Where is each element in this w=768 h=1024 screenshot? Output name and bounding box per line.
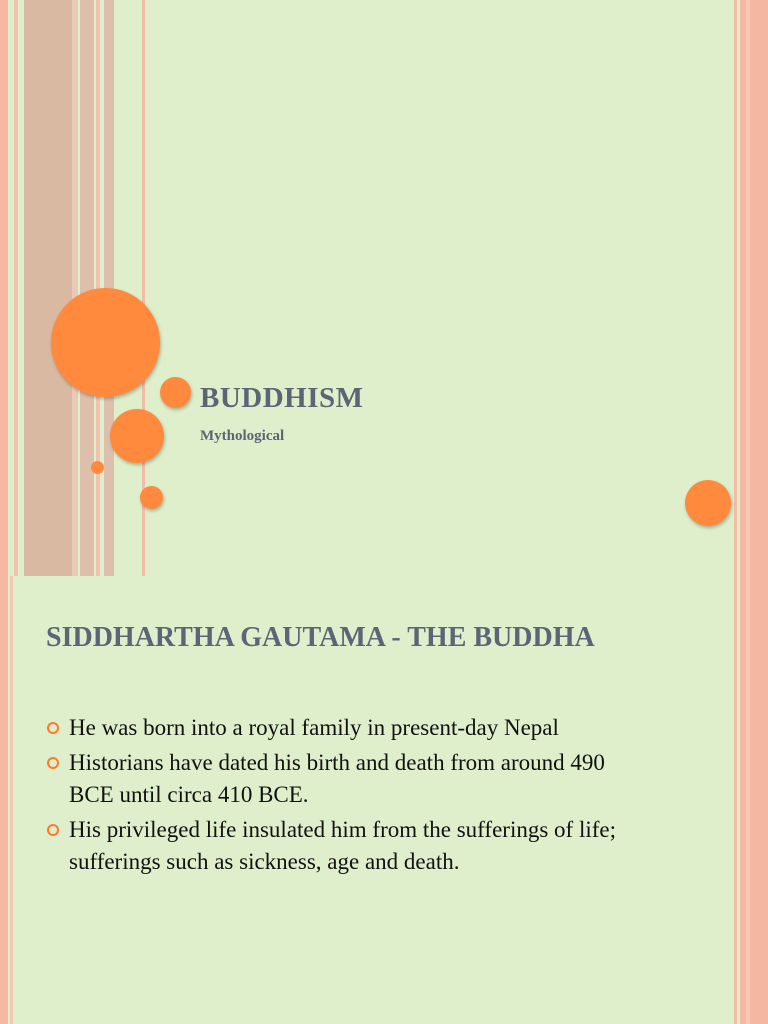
decorative-circle [160, 377, 191, 408]
circle-bullet-icon [47, 757, 59, 769]
circle-bullet-icon [47, 722, 59, 734]
decorative-circle [91, 461, 104, 474]
decorative-circle [685, 480, 731, 526]
bullet-text: His privileged life insulated him from the sufferings of life; sufferings such as sickness, age and death. [69, 817, 616, 874]
bullet-item [46, 814, 646, 878]
bullet-list [46, 712, 646, 881]
right-stripe [740, 576, 768, 1024]
bullet-text: He was born into a royal family in present-day Nepal [69, 715, 559, 740]
bullet-item [46, 712, 646, 744]
left-stripe [72, 0, 78, 576]
left-stripe [24, 0, 72, 576]
right-stripe [734, 0, 737, 576]
left-stripe [0, 0, 8, 576]
left-stripe [80, 0, 94, 576]
right-stripe [734, 576, 737, 1024]
bullet-text: Historians have dated his birth and death from around 490 BCE until circa 410 BCE. [69, 750, 605, 807]
decorative-circle [110, 409, 164, 463]
bullet-item [46, 747, 646, 811]
left-stripe [10, 576, 13, 1024]
circle-bullet-icon [47, 824, 59, 836]
slide-subtitle: Mythological [200, 428, 285, 444]
left-stripe [14, 0, 18, 576]
decorative-circle [140, 486, 163, 509]
left-stripe [0, 576, 8, 1024]
right-stripe [740, 0, 768, 576]
right-stripe [746, 0, 750, 576]
right-stripe [746, 576, 750, 1024]
decorative-circle [51, 288, 160, 397]
slide-title: BUDDHISM [200, 382, 364, 414]
slide-heading: SIDDHARTHA GAUTAMA - THE BUDDHA [46, 622, 595, 653]
